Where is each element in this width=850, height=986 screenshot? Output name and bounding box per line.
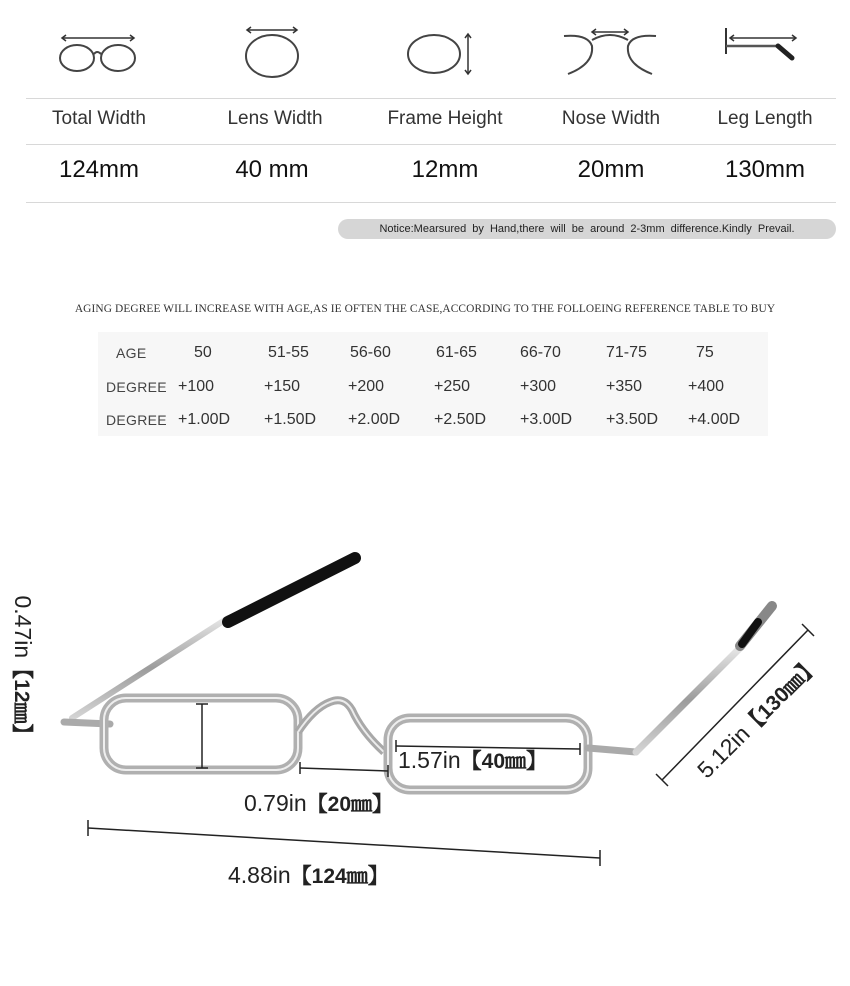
measurement-label: Total Width xyxy=(52,108,146,129)
divider xyxy=(26,202,836,203)
lens-width-label xyxy=(398,745,547,775)
measurement-value: 20mm xyxy=(577,156,645,183)
table-cell: +3.50D xyxy=(606,411,659,428)
table-row xyxy=(98,372,768,402)
measurement-value: 124mm xyxy=(58,156,140,183)
table-cell: +1.00D xyxy=(178,411,231,428)
table-cell: +3.00D xyxy=(520,411,573,428)
table-cell: +300 xyxy=(520,378,557,395)
nose-width-icon xyxy=(540,18,680,90)
measurement-icons xyxy=(0,18,850,90)
frame-height-icon xyxy=(372,18,512,90)
row-header: DEGREE xyxy=(106,412,167,428)
table-cell: +2.00D xyxy=(348,411,401,428)
measurement-label: Nose Width xyxy=(561,108,661,129)
divider xyxy=(26,98,836,99)
table-cell: +200 xyxy=(348,378,385,395)
table-cell: +350 xyxy=(606,378,643,395)
total-width-label xyxy=(228,860,389,890)
table-cell: +400 xyxy=(688,378,725,395)
table-cell: +2.50D xyxy=(434,411,487,428)
leg-length-inch: 5.12in xyxy=(691,720,755,784)
table-title: AGING DEGREE WILL INCREASE WITH AGE,AS IE OFTEN THE CASE,ACCORDING TO THE FOLLOEING REFERENCE TABLE TO BUY xyxy=(74,303,776,315)
row-header: DEGREE xyxy=(106,379,167,395)
reading-glasses-illustration xyxy=(0,470,850,986)
table-cell: +150 xyxy=(264,378,301,395)
divider xyxy=(26,144,836,145)
lens-width-inch: 1.57in xyxy=(398,747,461,773)
nose-width-mm: 【20㎜】 xyxy=(306,793,394,816)
frame-height-mm: 【12㎜】 xyxy=(10,658,33,745)
measurement-values xyxy=(0,156,850,192)
measurement-value: 40 mm xyxy=(235,156,309,183)
table-cell: 50 xyxy=(194,344,212,361)
frame-height-inch: 0.47in xyxy=(10,595,36,659)
table-cell: 56-60 xyxy=(350,344,391,361)
total-width-inch: 4.88in xyxy=(228,862,291,888)
leg-length-mm: 【130㎜】 xyxy=(738,653,825,739)
nose-width-label xyxy=(244,788,393,818)
lens-width-icon xyxy=(202,18,342,90)
measurement-labels xyxy=(0,108,850,136)
table-cell: +250 xyxy=(434,378,471,395)
measurement-value: 12mm xyxy=(411,156,479,183)
nose-width-inch: 0.79in xyxy=(244,790,307,816)
row-header: AGE xyxy=(116,345,147,361)
measurement-label: Lens Width xyxy=(227,108,323,129)
measurement-value: 130mm xyxy=(724,156,806,183)
total-width-mm: 【124㎜】 xyxy=(290,865,389,888)
measurement-label: Frame Height xyxy=(387,108,503,129)
measurement-notice: Notice:Mearsured by Hand,there will be around 2-3mm difference.Kindly Prevail. xyxy=(338,219,836,239)
table-cell: +100 xyxy=(178,378,215,395)
frame-height-label xyxy=(8,575,38,765)
measurement-label: Leg Length xyxy=(717,108,813,129)
table-cell: 66-70 xyxy=(520,344,561,361)
table-cell: +4.00D xyxy=(688,411,741,428)
reference-table xyxy=(98,332,768,436)
table-cell: 71-75 xyxy=(606,344,647,361)
table-cell: +1.50D xyxy=(264,411,317,428)
glasses-diagram xyxy=(0,470,850,986)
leg-length-icon xyxy=(700,18,840,90)
lens-width-mm: 【40㎜】 xyxy=(460,750,548,773)
total-width-icon xyxy=(30,18,170,90)
table-cell: 51-55 xyxy=(268,344,309,361)
table-cell: 61-65 xyxy=(436,344,477,361)
table-row xyxy=(98,405,768,435)
table-cell: 75 xyxy=(696,344,714,361)
table-row xyxy=(98,338,768,368)
